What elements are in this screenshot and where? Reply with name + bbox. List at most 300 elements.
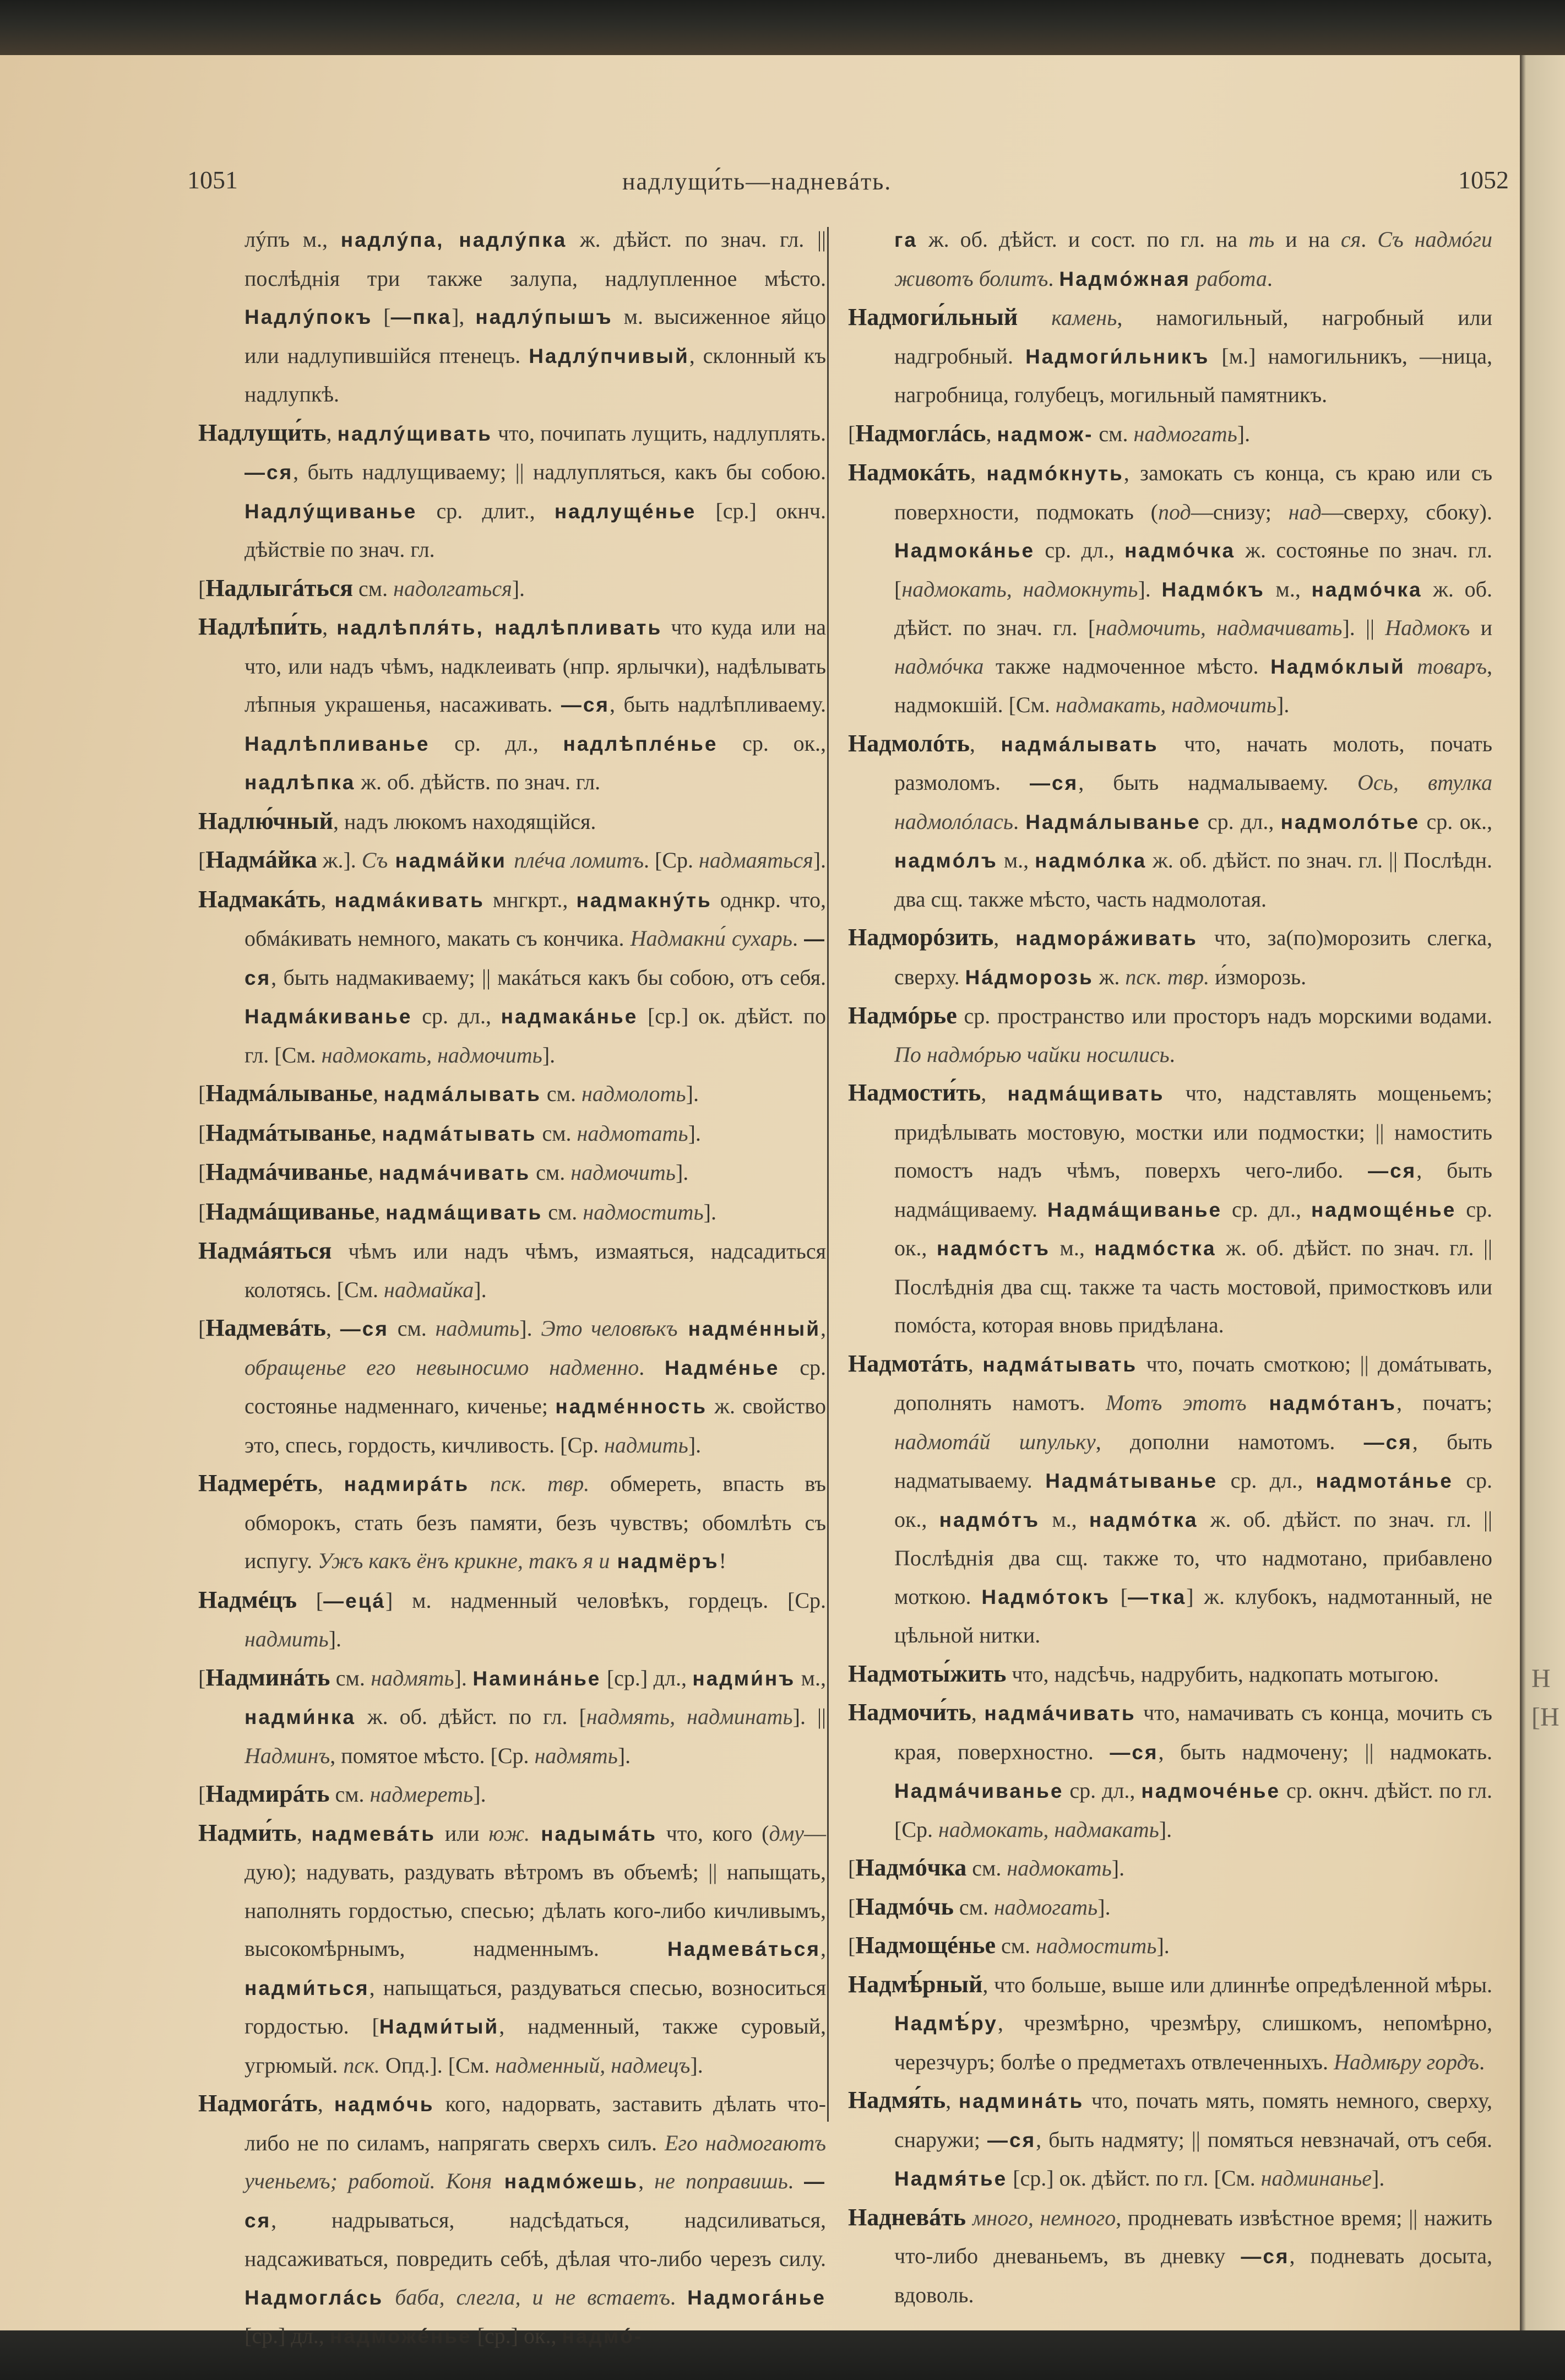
derived-form: Надмóжная <box>1059 267 1191 290</box>
definition-text: что, надставлять мощеньемъ; придѣлывать мостовую, мостки или подмостки; || намостить помостъ надъ чѣмъ, поверхъ чего-либо. <box>894 1081 1492 1183</box>
example-italic: товаръ <box>1417 653 1487 679</box>
derived-form: Надмевáться <box>667 1938 820 1960</box>
derived-form: —ецá <box>323 1589 386 1612</box>
definition-text: . <box>1013 809 1026 834</box>
derived-form: Надмокáнье <box>894 539 1035 562</box>
example-italic: надмереть <box>369 1782 474 1807</box>
definition-text: , <box>317 2091 334 2116</box>
definition-text: , початъ; <box>1396 1390 1493 1415</box>
example-italic: надмогать <box>1133 421 1237 446</box>
dictionary-entry <box>848 1965 1492 2081</box>
definition-text: [ср.] ок. дѣйст. по гл. [См. <box>244 1004 826 1067</box>
definition-text: ]. <box>690 2052 703 2078</box>
definition-text: , быть надлѣпливаему. <box>610 692 826 717</box>
definition-text: [ <box>198 1081 206 1106</box>
example-italic: надмять <box>534 1743 618 1768</box>
running-head-title: надлущи́ть—надневáть. <box>622 168 892 195</box>
derived-form: Надмѣ́ру <box>894 2012 998 2035</box>
definition-text: ср. состоянье надменнаго, киченье; <box>244 1354 826 1418</box>
headword: Надмощéнье <box>855 1932 996 1959</box>
dictionary-entry <box>848 2081 1492 2198</box>
definition-text: , <box>372 1081 384 1106</box>
definition-text: [ <box>198 1199 206 1224</box>
dictionary-entry <box>848 453 1492 724</box>
definition-text: что, за(по)морозить слегка, сверху. <box>894 925 1493 989</box>
definition-text: см. <box>1093 421 1134 446</box>
definition-text: . <box>1479 2049 1485 2074</box>
definition-text: —снизу; <box>1191 499 1289 524</box>
derived-form: надмáчивать <box>984 1702 1136 1725</box>
right-column <box>848 220 1492 2314</box>
definition-text: . <box>1169 1042 1175 1067</box>
derived-form: надлѣплéнье <box>563 732 718 755</box>
definition-text: ] м. надменный человѣкъ, гордецъ. [Ср. <box>385 1587 826 1613</box>
definition-text: [ср.] дл., <box>601 1665 693 1690</box>
definition-text: [ <box>198 1782 206 1807</box>
derived-form: надмéнность <box>555 1395 707 1418</box>
definition-text: что, надсѣчь, надрубить, надкопать мотыгою. <box>1006 1661 1439 1687</box>
definition-text: , <box>971 1700 985 1725</box>
definition-text: , <box>820 1316 826 1341</box>
definition-text: ]. <box>1372 2166 1385 2191</box>
definition-text: , замокать съ конца, съ краю или съ поверхности, подмокать ( <box>894 460 1492 524</box>
example-italic: Надмакни́ сухарь <box>630 926 792 951</box>
definition-text: ср. дл., <box>1063 1778 1142 1803</box>
example-italic: надмочить, надмачивать <box>1095 615 1343 640</box>
definition-text: , <box>638 2168 655 2193</box>
definition-text: ср. ок., <box>1420 809 1492 834</box>
example-italic: ся <box>1340 227 1361 252</box>
dictionary-entry <box>848 724 1492 919</box>
derived-form: надымáть <box>530 1822 657 1845</box>
derived-form: надмотáнье <box>1316 1470 1453 1492</box>
definition-text: ср. дл., <box>430 730 563 756</box>
headword: Надмáщиванье <box>205 1197 375 1225</box>
definition-text: ср. ок., <box>894 1468 1492 1532</box>
definition-text: ср. дл., <box>1222 1196 1311 1222</box>
definition-text: , помятое мѣсто. [Ср. <box>330 1743 535 1768</box>
definition-text: [ <box>848 421 856 446</box>
dictionary-entry <box>848 1344 1492 1655</box>
definition-text <box>1405 654 1417 679</box>
definition-text: , быть надмакиваему; || макáться какъ бы собою, отъ себя. <box>271 964 826 990</box>
headword: Надмокáть <box>848 459 971 486</box>
headword: Надмя́ть <box>848 2086 946 2113</box>
example-italic: надминанье <box>1260 2166 1372 2191</box>
headword: Надмáяться <box>198 1237 332 1264</box>
definition-text: ср. дл., <box>1035 538 1125 562</box>
definition-text: что куда или на что, или надъ чѣмъ, надклеивать (нпр. ярлычки), надѣлывать лѣпныя украшенья, насаживать. <box>244 615 826 717</box>
example-italic: надмакать, надмочить <box>1055 692 1277 717</box>
example-italic: ть <box>1248 227 1275 252</box>
headword: Надмирáть <box>205 1780 330 1807</box>
derived-form: надмáщивать <box>1007 1082 1165 1105</box>
example-italic: юж. <box>488 1820 530 1846</box>
definition-text: , быть надмочену; || надмокать. <box>1158 1739 1492 1764</box>
definition-text: м., <box>997 848 1035 872</box>
derived-form: —ся <box>1241 2245 1290 2268</box>
definition-text: , надъ люкомъ находящійся. <box>333 809 596 834</box>
definition-text: , <box>371 1120 382 1146</box>
definition-text: ср. дл., <box>412 1004 501 1028</box>
derived-form: Надмáкиванье <box>244 1005 412 1028</box>
example-italic: Мотъ этотъ <box>1106 1390 1247 1415</box>
definition-text <box>966 2205 972 2230</box>
dictionary-entry <box>198 1658 826 1775</box>
definition-text: [ср.] ок., <box>471 2323 562 2348</box>
definition-text: ]. <box>686 1081 699 1106</box>
derived-form: Надлýщиванье <box>244 500 417 523</box>
definition-text: , быть надматываему. <box>894 1429 1492 1493</box>
definition-text: см. <box>966 1856 1007 1880</box>
headword: Надминáть <box>205 1663 330 1691</box>
example-italic: надмить <box>435 1316 520 1341</box>
next-page-edge <box>1520 55 1565 2333</box>
page-number-left: 1051 <box>187 166 238 194</box>
derived-form: надмóтка <box>1089 1508 1198 1531</box>
definition-text: ]. <box>1111 1856 1125 1880</box>
derived-form: надмáчивать <box>378 1162 531 1184</box>
definition-text: ж. об. дѣйст. и сост. по гл. на <box>917 227 1249 252</box>
derived-form: надмáйки <box>388 849 514 872</box>
definition-text: , <box>969 731 1001 756</box>
example-italic: Это человѣкъ <box>541 1316 678 1341</box>
definition-text: [ср.] окнч. дѣйствіе по знач. гл. <box>244 498 826 562</box>
definition-text <box>469 1471 490 1496</box>
dictionary-entry <box>848 2198 1492 2314</box>
example-italic: не поправишь <box>654 2168 788 2193</box>
dictionary-entry <box>198 1775 826 1814</box>
headword: Надмáтыванье <box>205 1119 371 1146</box>
definition-text: ]. <box>688 1432 702 1457</box>
definition-text: см. <box>953 1894 994 1920</box>
example-italic: Надминъ <box>244 1743 330 1768</box>
derived-form: Надлýпчивый <box>529 344 689 367</box>
dictionary-entry <box>198 1581 826 1658</box>
definition-text: м., <box>795 1665 826 1690</box>
definition-text: , <box>968 1351 983 1376</box>
definition-text: [ <box>848 1856 856 1880</box>
example-italic: над <box>1288 499 1322 524</box>
headword: Надлыгáться <box>205 574 354 601</box>
example-italic: надмотáй шпульку <box>894 1429 1096 1454</box>
definition-text: ]. <box>688 1120 701 1146</box>
headword: Надмѣ́рный <box>848 1970 983 1998</box>
example-italic: надмокать, надмакать <box>938 1817 1159 1842</box>
definition-text: см. <box>542 1199 583 1224</box>
definition-text: ]. <box>542 1042 556 1067</box>
definition-text: ср. ок., <box>718 730 826 756</box>
dictionary-entry <box>198 220 826 414</box>
definition-text: что, начать молоть, почать размоломъ. <box>894 731 1493 795</box>
definition-text: см. <box>329 1782 370 1807</box>
headword: Надмерéть <box>198 1470 318 1497</box>
definition-text: [ср.] дл., <box>244 2323 330 2348</box>
column-divider <box>827 227 829 2122</box>
definition-text: ]. <box>1237 421 1251 446</box>
example-italic: работа <box>1196 265 1267 291</box>
derived-form: —ся <box>1368 1159 1417 1182</box>
next-page-fragment: [Н <box>1531 1703 1559 1732</box>
definition-text: , надменный, также суровый, угрюмый. <box>244 2014 826 2078</box>
definition-text: см. <box>541 1081 582 1106</box>
example-italic: надмостить <box>583 1199 704 1224</box>
derived-form: надмочéнье <box>1141 1780 1281 1802</box>
example-italic: надмаяться <box>699 848 813 872</box>
derived-form: надмóлка <box>1035 849 1147 872</box>
definition-text: [ <box>1110 1584 1128 1609</box>
example-italic: надмолоть <box>581 1081 686 1106</box>
headword: Надмóчь <box>855 1893 954 1920</box>
derived-form: надмó- <box>562 2325 643 2348</box>
definition-text: ж. <box>1093 964 1126 989</box>
example-italic: надмить <box>604 1432 688 1457</box>
definition-text: ср. окнч. дѣйст. по гл. [Ср. <box>894 1778 1493 1842</box>
definition-text <box>1018 305 1051 330</box>
definition-text: , продневать извѣстное время; || нажить что-либо дневаньемъ, въ дневку <box>894 2205 1493 2268</box>
dictionary-entry <box>198 841 826 880</box>
definition-text: [ <box>297 1587 324 1613</box>
derived-form: надмакáнье <box>501 1005 638 1028</box>
definition-text: и́зморозь. <box>1209 964 1307 989</box>
headword: Надмóрье <box>848 1002 957 1029</box>
definition-text: , чрезмѣрно, чрезмѣру, слишкомъ, непомѣрно, черезчуръ; болѣе о предметахъ отвлеченныхъ. <box>894 2010 1492 2074</box>
example-italic: надмокать, надмочить <box>321 1042 542 1067</box>
example-italic: надмóчка <box>894 653 984 679</box>
derived-form: —ся <box>1110 1741 1159 1764</box>
derived-form: надмóстъ <box>936 1237 1051 1260</box>
definition-text: , <box>981 1081 1008 1105</box>
definition-text: см. <box>996 1933 1036 1958</box>
example-italic: баба, слегла, и не встаетъ <box>395 2284 671 2309</box>
derived-form: надмáлывать <box>1001 733 1159 756</box>
definition-text: , надмокшій. [См. <box>894 653 1492 717</box>
definition-text: [ср.] ок. дѣйст. по гл. [См. <box>1007 2166 1261 2191</box>
page-number-right: 1052 <box>1458 166 1509 194</box>
definition-text: ]. <box>1097 1894 1111 1920</box>
definition-text: , напыщаться, раздуваться спесью, возноситься гордостью. [ <box>244 1975 826 2039</box>
example-italic: много, немного <box>972 2205 1116 2230</box>
derived-form: Надмогáнье <box>687 2286 827 2309</box>
definition-text: , <box>317 1471 344 1496</box>
derived-form: надлýпышъ <box>475 306 613 328</box>
derived-form: —ся <box>1030 772 1079 794</box>
definition-text: ]. <box>1276 692 1290 717</box>
example-italic: дму <box>769 1820 804 1846</box>
derived-form: надможéнье <box>329 2325 472 2348</box>
definition-text: —сверху, сбоку). <box>1321 499 1492 524</box>
headword: Надмóчка <box>855 1854 967 1881</box>
dictionary-entry <box>198 1074 826 1114</box>
definition-text: . <box>1048 265 1059 291</box>
example-italic: надмять, надминать <box>586 1704 793 1729</box>
dictionary-entry <box>198 2084 826 2356</box>
definition-text: . <box>670 2284 688 2309</box>
example-italic: надмить <box>244 1627 329 1651</box>
derived-form: надлýщивать <box>337 422 492 445</box>
derived-form: Надмóтокъ <box>981 1585 1110 1608</box>
dictionary-entry <box>198 802 826 841</box>
definition-text: чѣмъ или надъ чѣмъ, измаяться, надсадиться колотясь. [См. <box>244 1239 826 1302</box>
definition-text: , <box>325 1316 340 1341</box>
derived-form: Надмáщиванье <box>1047 1198 1222 1221</box>
derived-form: Надмáтыванье <box>1045 1470 1218 1492</box>
example-italic: надмотать <box>577 1120 688 1146</box>
definition-text: также надмоченное мѣсто. <box>983 653 1271 679</box>
derived-form: надмóстка <box>1094 1237 1216 1260</box>
dictionary-entry <box>848 1693 1492 1848</box>
headword: Надмогáть <box>198 2090 318 2117</box>
headword: Надморóзить <box>848 924 994 951</box>
definition-text: ]. <box>473 1782 486 1807</box>
derived-form: надминáть <box>958 2090 1084 2112</box>
definition-text: [ <box>198 1160 206 1185</box>
dictionary-entry <box>198 1232 826 1309</box>
dictionary-entry <box>198 880 826 1075</box>
example-italic: надолгаться <box>393 576 512 601</box>
definition-text: ]. <box>813 848 827 872</box>
derived-form: Наминáнье <box>472 1667 601 1690</box>
headword: Надмотáть <box>848 1349 968 1377</box>
definition-text: ж. состоянье по знач. гл. [ <box>894 538 1492 601</box>
definition-text: [ <box>198 1665 206 1690</box>
example-italic: надмогать <box>993 1894 1098 1920</box>
definition-text: см. <box>330 1665 371 1690</box>
definition-text: [ <box>198 1120 206 1146</box>
dictionary-entry <box>848 414 1492 454</box>
definition-text: [м.] намогильникъ, —ница, нагробница, голубецъ, могильный памятникъ. <box>894 343 1492 407</box>
definition-text: что, почать смоткою; || домáтывать, дополнять намотъ. <box>894 1351 1492 1415</box>
definition-text: , что больше, выше или длиннѣе опредѣленной мѣры. <box>982 1972 1492 1997</box>
definition-text: ! <box>719 1548 726 1573</box>
dictionary-entry <box>198 1814 826 2085</box>
definition-text: —дую); надувать, раздувать вѣтромъ въ объемѣ; || напыщать, наполнять гордостью, спесью; дѣлать кого-либо кичливымъ, высокомѣрнымъ, надменнымъ. <box>244 1820 826 1961</box>
derived-form: надмáтывать <box>982 1353 1138 1376</box>
headword: Надмоглáсь <box>855 419 986 447</box>
headword: Надлущи́ть <box>198 419 327 446</box>
derived-form: Надмáчиванье <box>894 1780 1064 1802</box>
definition-text <box>383 2285 395 2309</box>
derived-form: надмóлъ <box>894 849 998 872</box>
definition-text: что, почипать лущить, надлуплять. <box>492 420 826 446</box>
headword: Надми́ть <box>198 1819 297 1846</box>
derived-form: надмáлывать <box>383 1083 541 1105</box>
derived-form: надмощéнье <box>1311 1198 1457 1221</box>
definition-text: ]. <box>1138 576 1162 601</box>
derived-form: —ся <box>244 928 827 989</box>
definition-text: ср. пространство или просторъ надъ морскими водами. <box>957 1004 1492 1028</box>
derived-form: надмáтывать <box>382 1122 537 1145</box>
dictionary-entry <box>848 1655 1492 1694</box>
definition-text: ], <box>452 304 476 329</box>
dictionary-entry <box>848 1926 1492 1965</box>
headword: Надмочи́ть <box>848 1699 971 1726</box>
derived-form: надмолóтье <box>1280 810 1420 833</box>
derived-form: га <box>894 229 917 251</box>
example-italic: надмокать <box>1007 1856 1112 1880</box>
example-italic: надмять <box>371 1665 454 1690</box>
example-italic: Ужъ какъ ёнъ крикне, такъ я и <box>317 1548 610 1573</box>
definition-text: ]. || <box>792 1704 826 1729</box>
definition-text: , <box>367 1160 379 1185</box>
definition-text: см. <box>536 1120 577 1146</box>
derived-form: надмóчка <box>1124 539 1236 562</box>
definition-text: однкр. что, обмáкивать немного, макать съ кончика. <box>244 887 826 951</box>
definition-text: ]. <box>703 1199 716 1224</box>
dictionary-entry <box>198 414 826 569</box>
example-italic: камень <box>1051 305 1117 330</box>
derived-form: —ся <box>987 2128 1036 2151</box>
definition-text: ж. об. дѣйст. по знач. гл. || Послѣднія два сщ. также то, что надмотано, прибавлено моткою. <box>894 1506 1492 1609</box>
headword: Надмости́ть <box>848 1079 981 1106</box>
definition-text: [ <box>848 1933 856 1958</box>
dictionary-entry <box>848 918 1492 996</box>
definition-text: Опд.]. [См. <box>379 2052 496 2078</box>
definition-text: , <box>374 1199 386 1224</box>
example-italic: пск. <box>343 2052 380 2078</box>
example-italic: обращенье его невыносимо надменно <box>244 1354 639 1380</box>
definition-text: и на <box>1274 227 1341 252</box>
headword: Надмолóть <box>848 729 970 757</box>
definition-text: . <box>1361 227 1378 252</box>
definition-text: ж. дѣйст. по знач. гл. || послѣднія три также залупа, надлупленное мѣсто. <box>244 227 827 291</box>
definition-text: см. <box>530 1160 571 1185</box>
derived-form: надморáживать <box>1015 927 1198 950</box>
definition-text: , <box>945 2088 959 2113</box>
derived-form: надмóтъ <box>939 1508 1040 1531</box>
dictionary-entry <box>198 1153 826 1192</box>
definition-text: ср. дл., <box>1218 1468 1316 1493</box>
derived-form: надмóкнуть <box>986 462 1124 485</box>
derived-form: Надлýпокъ <box>244 306 373 328</box>
derived-form: Надмоглáсь <box>244 2286 384 2309</box>
definition-text: ср. длит., <box>417 498 555 523</box>
definition-text: что, кого ( <box>657 1820 769 1846</box>
definition-text: ]. <box>1159 1817 1172 1842</box>
derived-form: Надмя́тье <box>894 2167 1008 2190</box>
example-italic: По надмóрью чайки носились <box>894 1042 1170 1067</box>
derived-form: надмóжешь <box>492 2170 639 2193</box>
definition-text: ж. об. дѣйст. по знач. гл. || Послѣднія два сщ. также та часть мостовой, примостковъ или помóста, которая вновь придѣлана. <box>894 1235 1493 1337</box>
definition-text: , <box>320 887 335 912</box>
definition-text: ]. <box>519 1316 541 1341</box>
headword: Надмáйка <box>205 846 317 873</box>
dictionary-entry <box>848 1888 1492 1927</box>
dictionary-entry <box>848 298 1492 414</box>
definition-text: ]. <box>617 1743 631 1768</box>
definition-text: . <box>639 1354 665 1380</box>
definition-text: , быть надмáщиваему. <box>894 1158 1492 1222</box>
derived-form: надми́ться <box>244 1976 369 1999</box>
dictionary-entry <box>198 1114 826 1153</box>
dictionary-entry <box>198 608 826 802</box>
definition-text: ж. свойство это, спесь, гордость, кичливость. [Ср. <box>244 1394 826 1457</box>
derived-form: надлущéнье <box>554 500 697 523</box>
derived-form: надмóтанъ <box>1246 1392 1396 1414</box>
example-italic: надмайка <box>383 1277 474 1302</box>
definition-text: и <box>1470 615 1492 640</box>
derived-form: Надмоги́льникъ <box>1025 345 1210 368</box>
derived-form: Надмáлыванье <box>1025 810 1201 833</box>
definition-text: ж.]. <box>317 848 362 872</box>
derived-form: Надлѣпливанье <box>244 732 430 755</box>
derived-form: надми́нъ <box>692 1667 796 1690</box>
derived-form: надлýпа, надлýпка <box>340 229 567 251</box>
next-page-fragment: Н <box>1531 1664 1551 1693</box>
dictionary-entry <box>198 1192 826 1232</box>
definition-text: [ <box>198 576 206 601</box>
definition-text: . <box>787 2168 805 2193</box>
